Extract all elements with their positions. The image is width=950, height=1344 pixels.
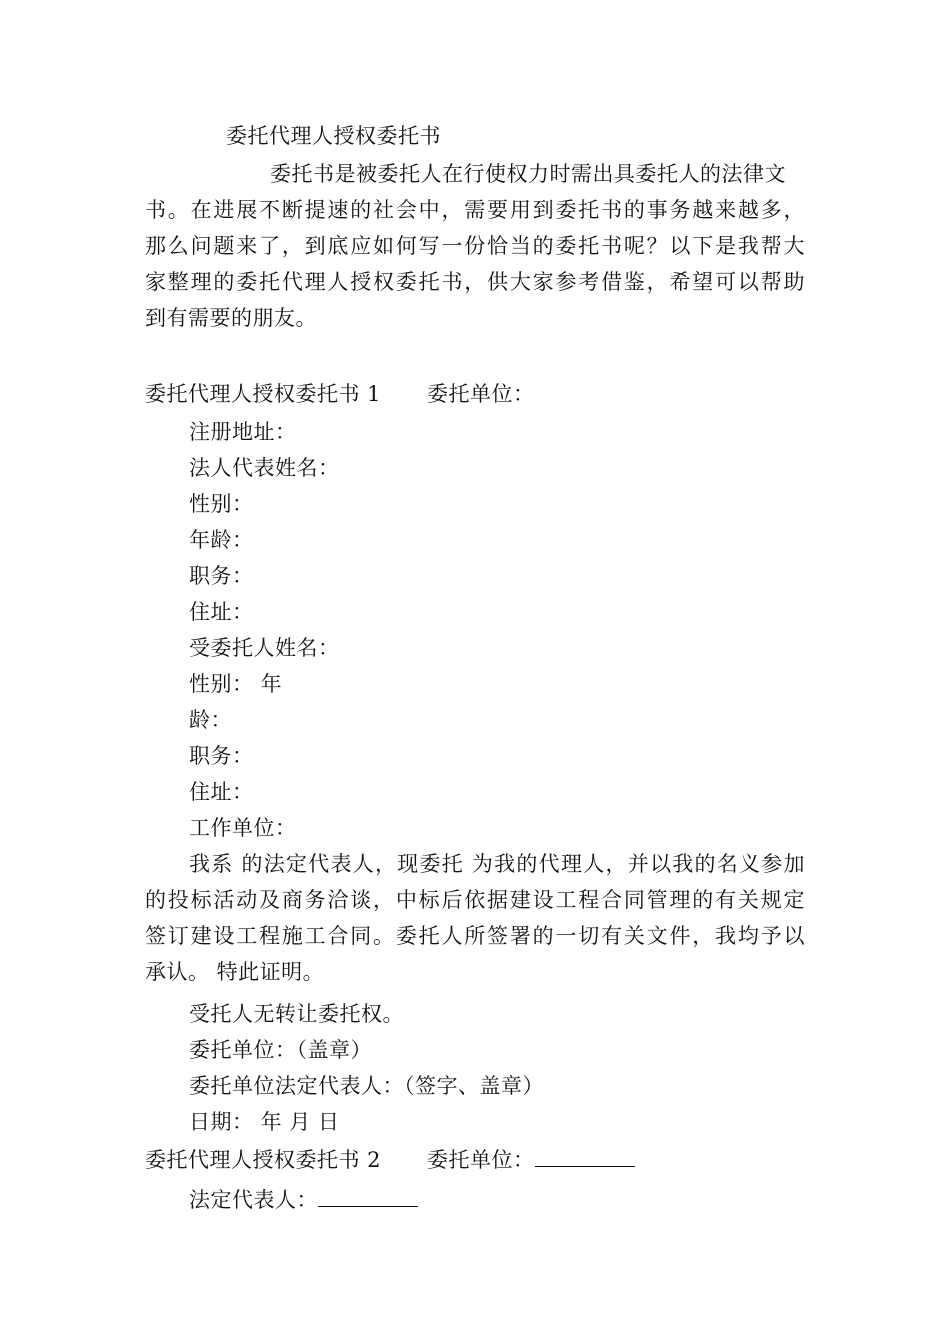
intro-line-1: 委托书是被委托人在行使权力时需出具委托人的法律文 <box>270 162 786 186</box>
closing-date: 日期： 年 月 日 <box>189 1110 340 1134</box>
field-legal-rep-name: 法人代表姓名： <box>189 456 340 480</box>
section1-heading: 委托代理人授权委托书 1 <box>145 382 382 406</box>
field-agent-age: 龄： <box>189 708 232 732</box>
field-age: 年龄： <box>189 528 254 552</box>
intro-line-3: 那么问题来了，到底应如何写一份恰当的委托书呢？以下是我帮大 <box>145 234 805 258</box>
body-line-3: 签订建设工程施工合同。委托人所签署的一切有关文件，我均予以 <box>145 924 805 948</box>
section2-unit-blank <box>535 1148 635 1167</box>
field-registered-address: 注册地址： <box>189 420 297 444</box>
field-gender: 性别： <box>189 492 254 516</box>
section2-legal-rep-row <box>189 1186 418 1214</box>
body-line-2: 的投标活动及商务洽谈，中标后依据建设工程合同管理的有关规定 <box>145 888 805 912</box>
field-agent-name: 受委托人姓名： <box>189 636 340 660</box>
intro-line-5: 到有需要的朋友。 <box>145 306 317 330</box>
intro-line-2: 书。在进展不断提速的社会中，需要用到委托书的事务越来越多， <box>145 198 805 222</box>
section1-heading-row <box>145 380 535 408</box>
field-agent-address: 住址： <box>189 780 254 804</box>
section2-unit-label: 委托单位： <box>427 1148 535 1172</box>
section1-unit-label: 委托单位： <box>427 382 535 406</box>
closing-legal-rep-sign: 委托单位法定代表人：（签字、盖章） <box>189 1074 544 1098</box>
body-line-1: 我系 的法定代表人，现委托 为我的代理人，并以我的名义参加 <box>189 852 805 876</box>
closing-no-transfer: 受托人无转让委托权。 <box>189 1002 404 1026</box>
section2-legal-rep-blank <box>318 1188 418 1207</box>
section2-legal-rep-label: 法定代表人： <box>189 1188 318 1212</box>
field-agent-gender: 性别： 年 <box>189 672 283 696</box>
field-position: 职务： <box>189 564 254 588</box>
field-agent-position: 职务： <box>189 744 254 768</box>
field-agent-workplace: 工作单位： <box>189 816 297 840</box>
section2-heading: 委托代理人授权委托书 2 <box>145 1148 382 1172</box>
body-line-4: 承认。 特此证明。 <box>145 960 325 984</box>
section2-heading-row <box>145 1146 635 1174</box>
intro-line-4: 家整理的委托代理人授权委托书，供大家参考借鉴，希望可以帮助 <box>145 270 805 294</box>
field-address: 住址： <box>189 600 254 624</box>
closing-unit-seal: 委托单位：（盖章） <box>189 1038 372 1062</box>
document-title: 委托代理人授权委托书 <box>226 124 441 148</box>
